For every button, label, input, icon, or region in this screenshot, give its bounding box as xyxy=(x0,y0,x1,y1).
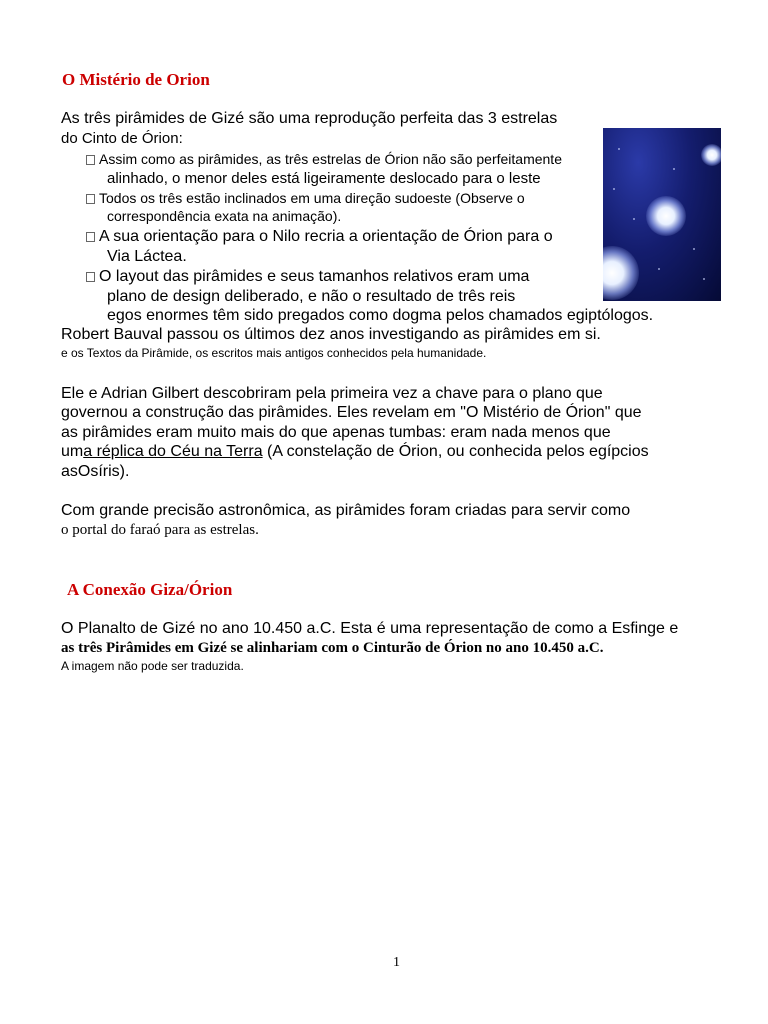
page-number: 1 xyxy=(393,955,400,970)
bullet-2-line-2: correspondência exata na animação). xyxy=(107,208,342,224)
para2-line-2: governou a construção das pirâmides. Eles revelam em "O Mistério de Órion" que xyxy=(61,404,642,421)
bullet-2-line-1: Todos os três estão inclinados em uma direção sudoeste (Observe o xyxy=(86,190,525,206)
star-3 xyxy=(603,246,639,300)
para2-line-5: asOsíris). xyxy=(61,463,130,480)
bullet-3-line-2: Via Láctea. xyxy=(107,248,187,265)
checkbox-bullet-icon xyxy=(86,155,95,165)
textos-line: e os Textos da Pirâmide, os escritos mais antigos conhecidos pela humanidade. xyxy=(61,346,487,360)
bullet-1-line-1: Assim como as pirâmides, as três estrelas de Órion não são perfeitamente xyxy=(86,151,562,167)
para4-line-1: O Planalto de Gizé no ano 10.450 a.C. Esta é uma representação de como a Esfinge e xyxy=(61,620,679,637)
para4-line-2: as três Pirâmides em Gizé se alinhariam com o Cinturão de Órion no ano 10.450 a.C. xyxy=(61,640,604,656)
bullet-4-line-2: plano de design deliberado, e não o resultado de três reis xyxy=(107,288,516,305)
intro-line-2: do Cinto de Órion: xyxy=(61,130,183,147)
bullet-4-line-1: O layout das pirâmides e seus tamanhos relativos eram uma xyxy=(86,268,529,286)
para2-line-3: as pirâmides eram muito mais do que apenas tumbas: eram nada menos que xyxy=(61,424,611,441)
checkbox-bullet-icon xyxy=(86,272,95,282)
bullet-1-line-2: alinhado, o menor deles está ligeiramente deslocado para o leste xyxy=(107,170,541,187)
star-2 xyxy=(646,196,686,236)
para2-line-1: Ele e Adrian Gilbert descobriram pela primeira vez a chave para o plano que xyxy=(61,385,603,402)
para4-line-3: A imagem não pode ser traduzida. xyxy=(61,659,244,673)
egos-line: egos enormes têm sido pregados como dogma pelos chamados egiptólogos. xyxy=(107,307,654,324)
intro-line-1: As três pirâmides de Gizé são uma reprodução perfeita das 3 estrelas xyxy=(61,110,558,127)
checkbox-bullet-icon xyxy=(86,232,95,242)
ceu-na-terra-link[interactable]: a réplica do Céu na Terra xyxy=(83,443,263,460)
checkbox-bullet-icon xyxy=(86,194,95,204)
page-title: O Mistério de Orion xyxy=(62,70,210,89)
para3-line-1: Com grande precisão astronômica, as pirâmides foram criadas para servir como xyxy=(61,502,631,519)
star-1 xyxy=(701,144,721,166)
bauval-line: Robert Bauval passou os últimos dez anos investigando as pirâmides em si. xyxy=(61,326,601,343)
para2-line-4: uma réplica do Céu na Terra (A constelação de Órion, ou conhecida pelos egípcios xyxy=(61,443,649,460)
para3-line-2: o portal do faraó para as estrelas. xyxy=(61,522,259,538)
section-title: A Conexão Giza/Órion xyxy=(67,580,233,599)
bullet-3-line-1: A sua orientação para o Nilo recria a orientação de Órion para o xyxy=(86,228,553,246)
orion-belt-image xyxy=(603,128,721,301)
